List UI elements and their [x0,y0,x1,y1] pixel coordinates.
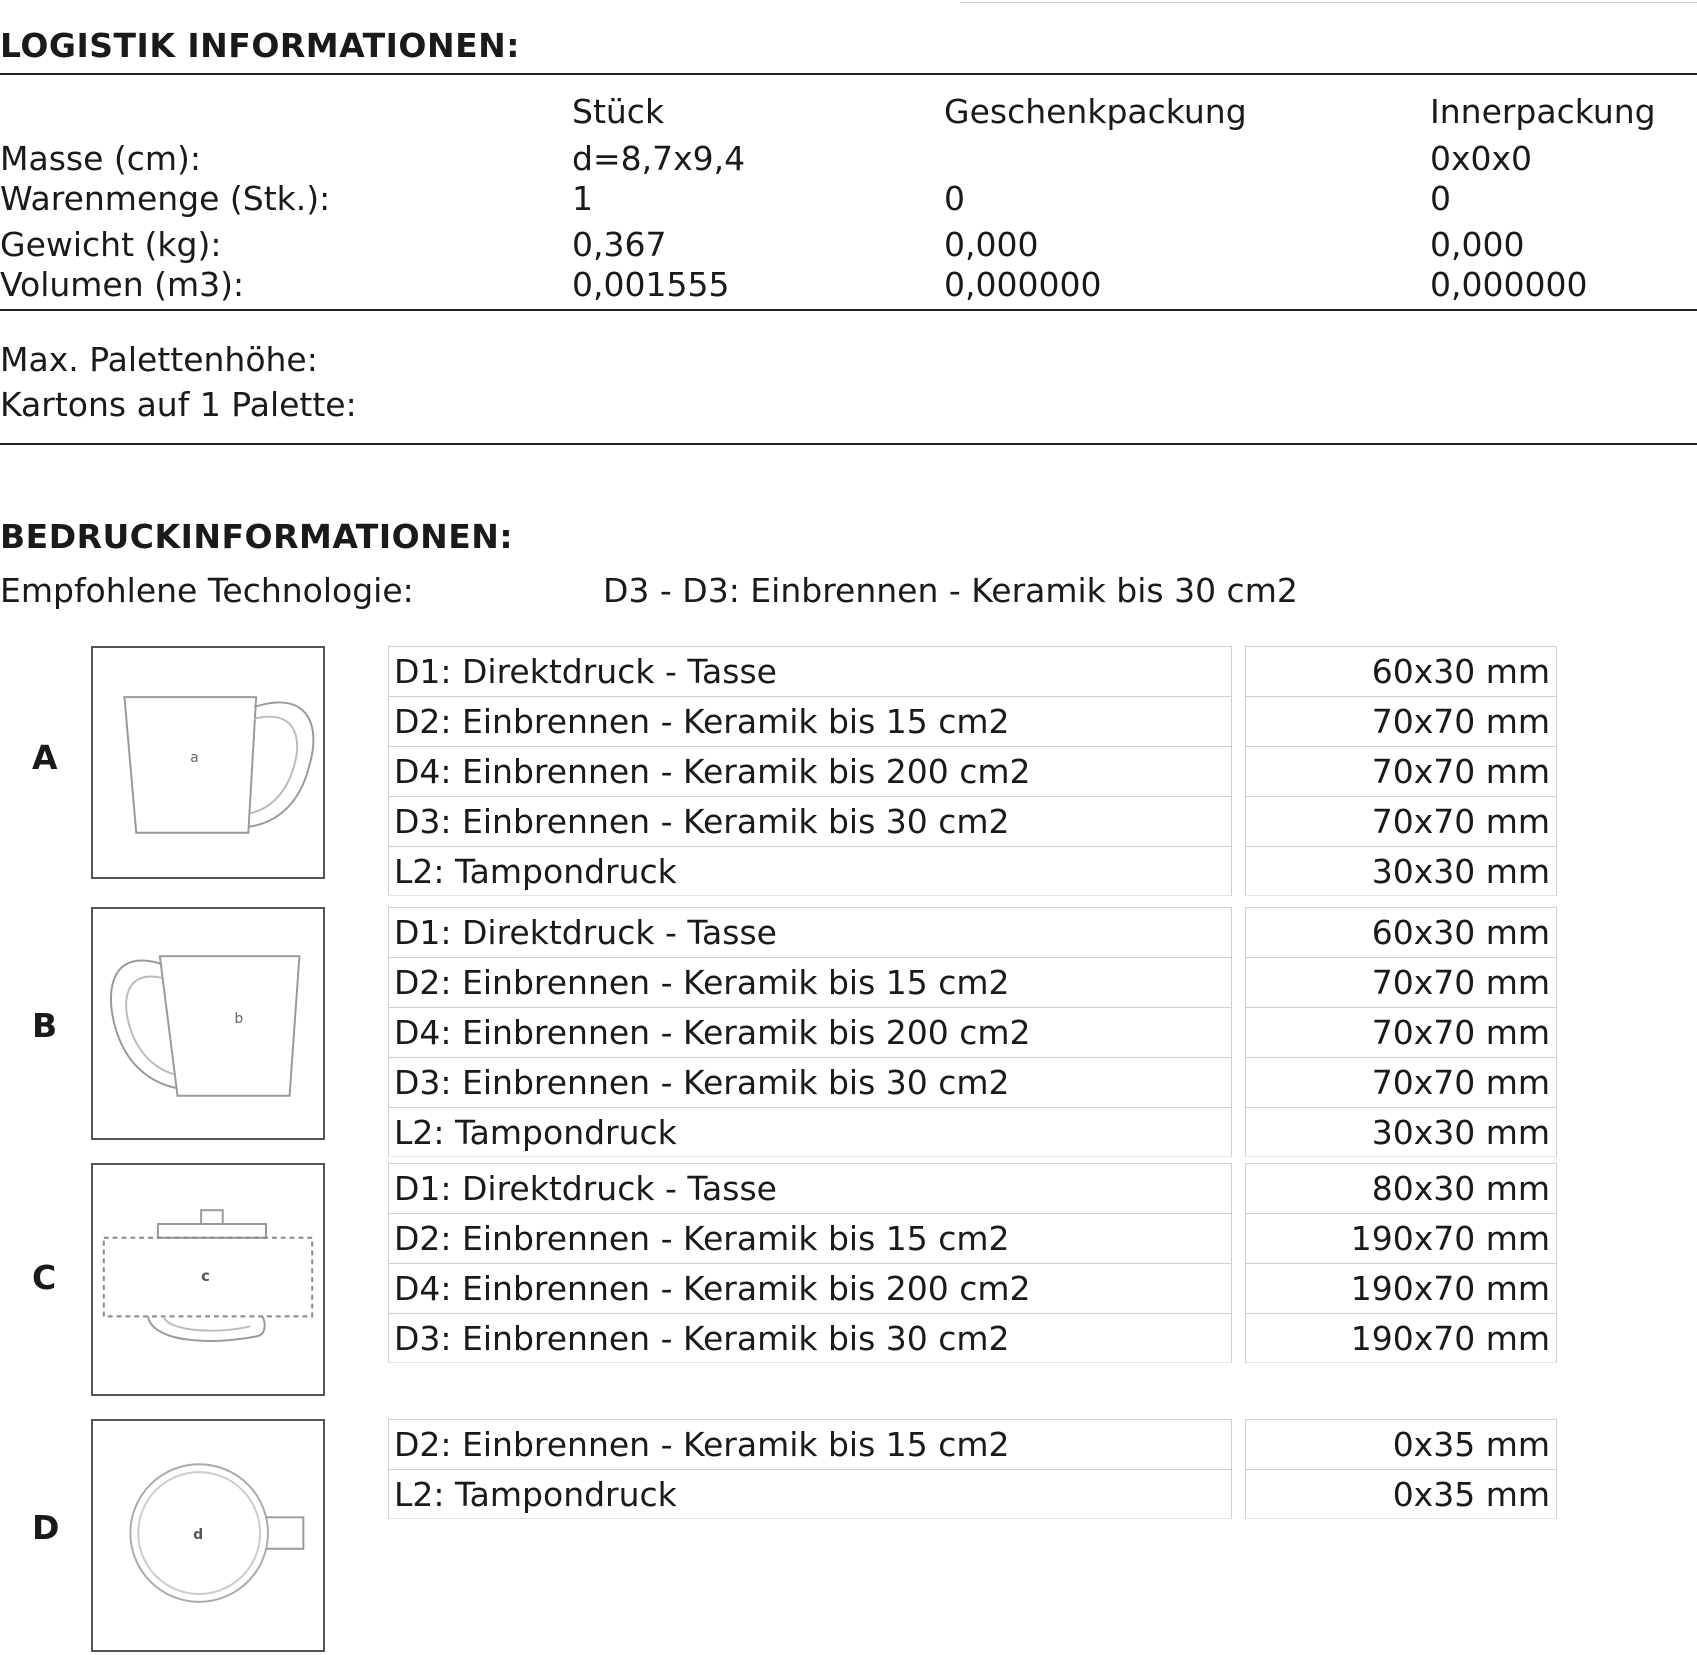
technique-size: 0x35 mm [1245,1469,1557,1519]
mug-wrap-view-c-image [91,1163,325,1396]
technique-size: 60x30 mm [1245,646,1557,696]
print-mark-b: b [234,1011,244,1028]
recommended-technology-label: Empfohlene Technologie: [0,571,414,610]
cartons-per-pallet-label: Kartons auf 1 Palette: [0,385,357,424]
technique-name: D1: Direktdruck - Tasse [388,1163,1232,1213]
position-letter-c: C [32,1258,57,1297]
mug-wrap-around-icon [93,1165,323,1394]
mug-left-handle-icon [93,909,323,1138]
column-header-inner-pack: Innerpackung [1430,92,1656,131]
technique-name: D1: Direktdruck - Tasse [388,646,1232,696]
technique-size: 70x70 mm [1245,1057,1557,1107]
value-weight-inner: 0,000 [1430,225,1525,264]
technique-name: D3: Einbrennen - Keramik bis 30 cm2 [388,1313,1232,1363]
value-weight-piece: 0,367 [572,225,667,264]
pallet-height-label: Max. Palettenhöhe: [0,340,318,379]
mug-side-view-a-image [91,646,325,879]
technique-name: D4: Einbrennen - Keramik bis 200 cm2 [388,1263,1232,1313]
position-letter-b: B [32,1006,58,1045]
value-quantity-piece: 1 [572,179,593,218]
technique-size: 0x35 mm [1245,1419,1557,1469]
value-dimensions-inner: 0x0x0 [1430,139,1533,178]
technique-name: D2: Einbrennen - Keramik bis 15 cm2 [388,696,1232,746]
technique-size: 70x70 mm [1245,957,1557,1007]
technique-size: 80x30 mm [1245,1163,1557,1213]
value-volume-gift: 0,000000 [944,265,1102,304]
recommended-technology-value: D3 - D3: Einbrennen - Keramik bis 30 cm2 [603,571,1298,610]
position-letter-a: A [32,738,58,777]
technique-name: D4: Einbrennen - Keramik bis 200 cm2 [388,1007,1232,1057]
technique-name: D1: Direktdruck - Tasse [388,907,1232,957]
print-mark-c: c [201,1267,210,1285]
logistics-mid-rule [0,309,1697,311]
value-volume-piece: 0,001555 [572,265,730,304]
technique-name: L2: Tampondruck [388,1107,1232,1157]
technique-name: D3: Einbrennen - Keramik bis 30 cm2 [388,796,1232,846]
technique-size: 190x70 mm [1245,1213,1557,1263]
row-label-weight: Gewicht (kg): [0,225,222,264]
row-label-quantity: Warenmenge (Stk.): [0,179,331,218]
column-header-gift-pack: Geschenkpackung [944,92,1247,131]
row-label-volume: Volumen (m3): [0,265,245,304]
logistics-title: LOGISTIK INFORMATIONEN: [0,26,520,65]
print-mark-d: d [193,1526,204,1543]
value-volume-inner: 0,000000 [1430,265,1588,304]
logistics-bottom-rule [0,443,1697,445]
technique-size: 70x70 mm [1245,746,1557,796]
mug-right-handle-icon [93,648,323,877]
position-letter-d: D [32,1508,60,1547]
value-dimensions-piece: d=8,7x9,4 [572,139,746,178]
technique-size: 70x70 mm [1245,1007,1557,1057]
value-weight-gift: 0,000 [944,225,1039,264]
mug-top-view-d-image [91,1419,325,1652]
row-label-dimensions: Masse (cm): [0,139,202,178]
technique-size: 190x70 mm [1245,1263,1557,1313]
technique-name: D2: Einbrennen - Keramik bis 15 cm2 [388,1419,1232,1469]
print-mark-a: a [190,750,199,767]
technique-size: 190x70 mm [1245,1313,1557,1363]
technique-name: D4: Einbrennen - Keramik bis 200 cm2 [388,746,1232,796]
printing-title: BEDRUCKINFORMATIONEN: [0,517,514,556]
technique-name: L2: Tampondruck [388,1469,1232,1519]
technique-size: 30x30 mm [1245,1107,1557,1157]
technique-size: 70x70 mm [1245,796,1557,846]
technique-name: D3: Einbrennen - Keramik bis 30 cm2 [388,1057,1232,1107]
technique-name: D2: Einbrennen - Keramik bis 15 cm2 [388,1213,1232,1263]
technique-name: L2: Tampondruck [388,846,1232,896]
column-header-piece: Stück [572,92,665,131]
value-quantity-gift: 0 [944,179,965,218]
value-quantity-inner: 0 [1430,179,1451,218]
top-divider [960,2,1697,3]
technique-size: 70x70 mm [1245,696,1557,746]
technique-name: D2: Einbrennen - Keramik bis 15 cm2 [388,957,1232,1007]
mug-top-view-icon [93,1421,323,1650]
mug-side-view-b-image [91,907,325,1140]
logistics-header-rule [0,73,1697,75]
technique-size: 60x30 mm [1245,907,1557,957]
technique-size: 30x30 mm [1245,846,1557,896]
